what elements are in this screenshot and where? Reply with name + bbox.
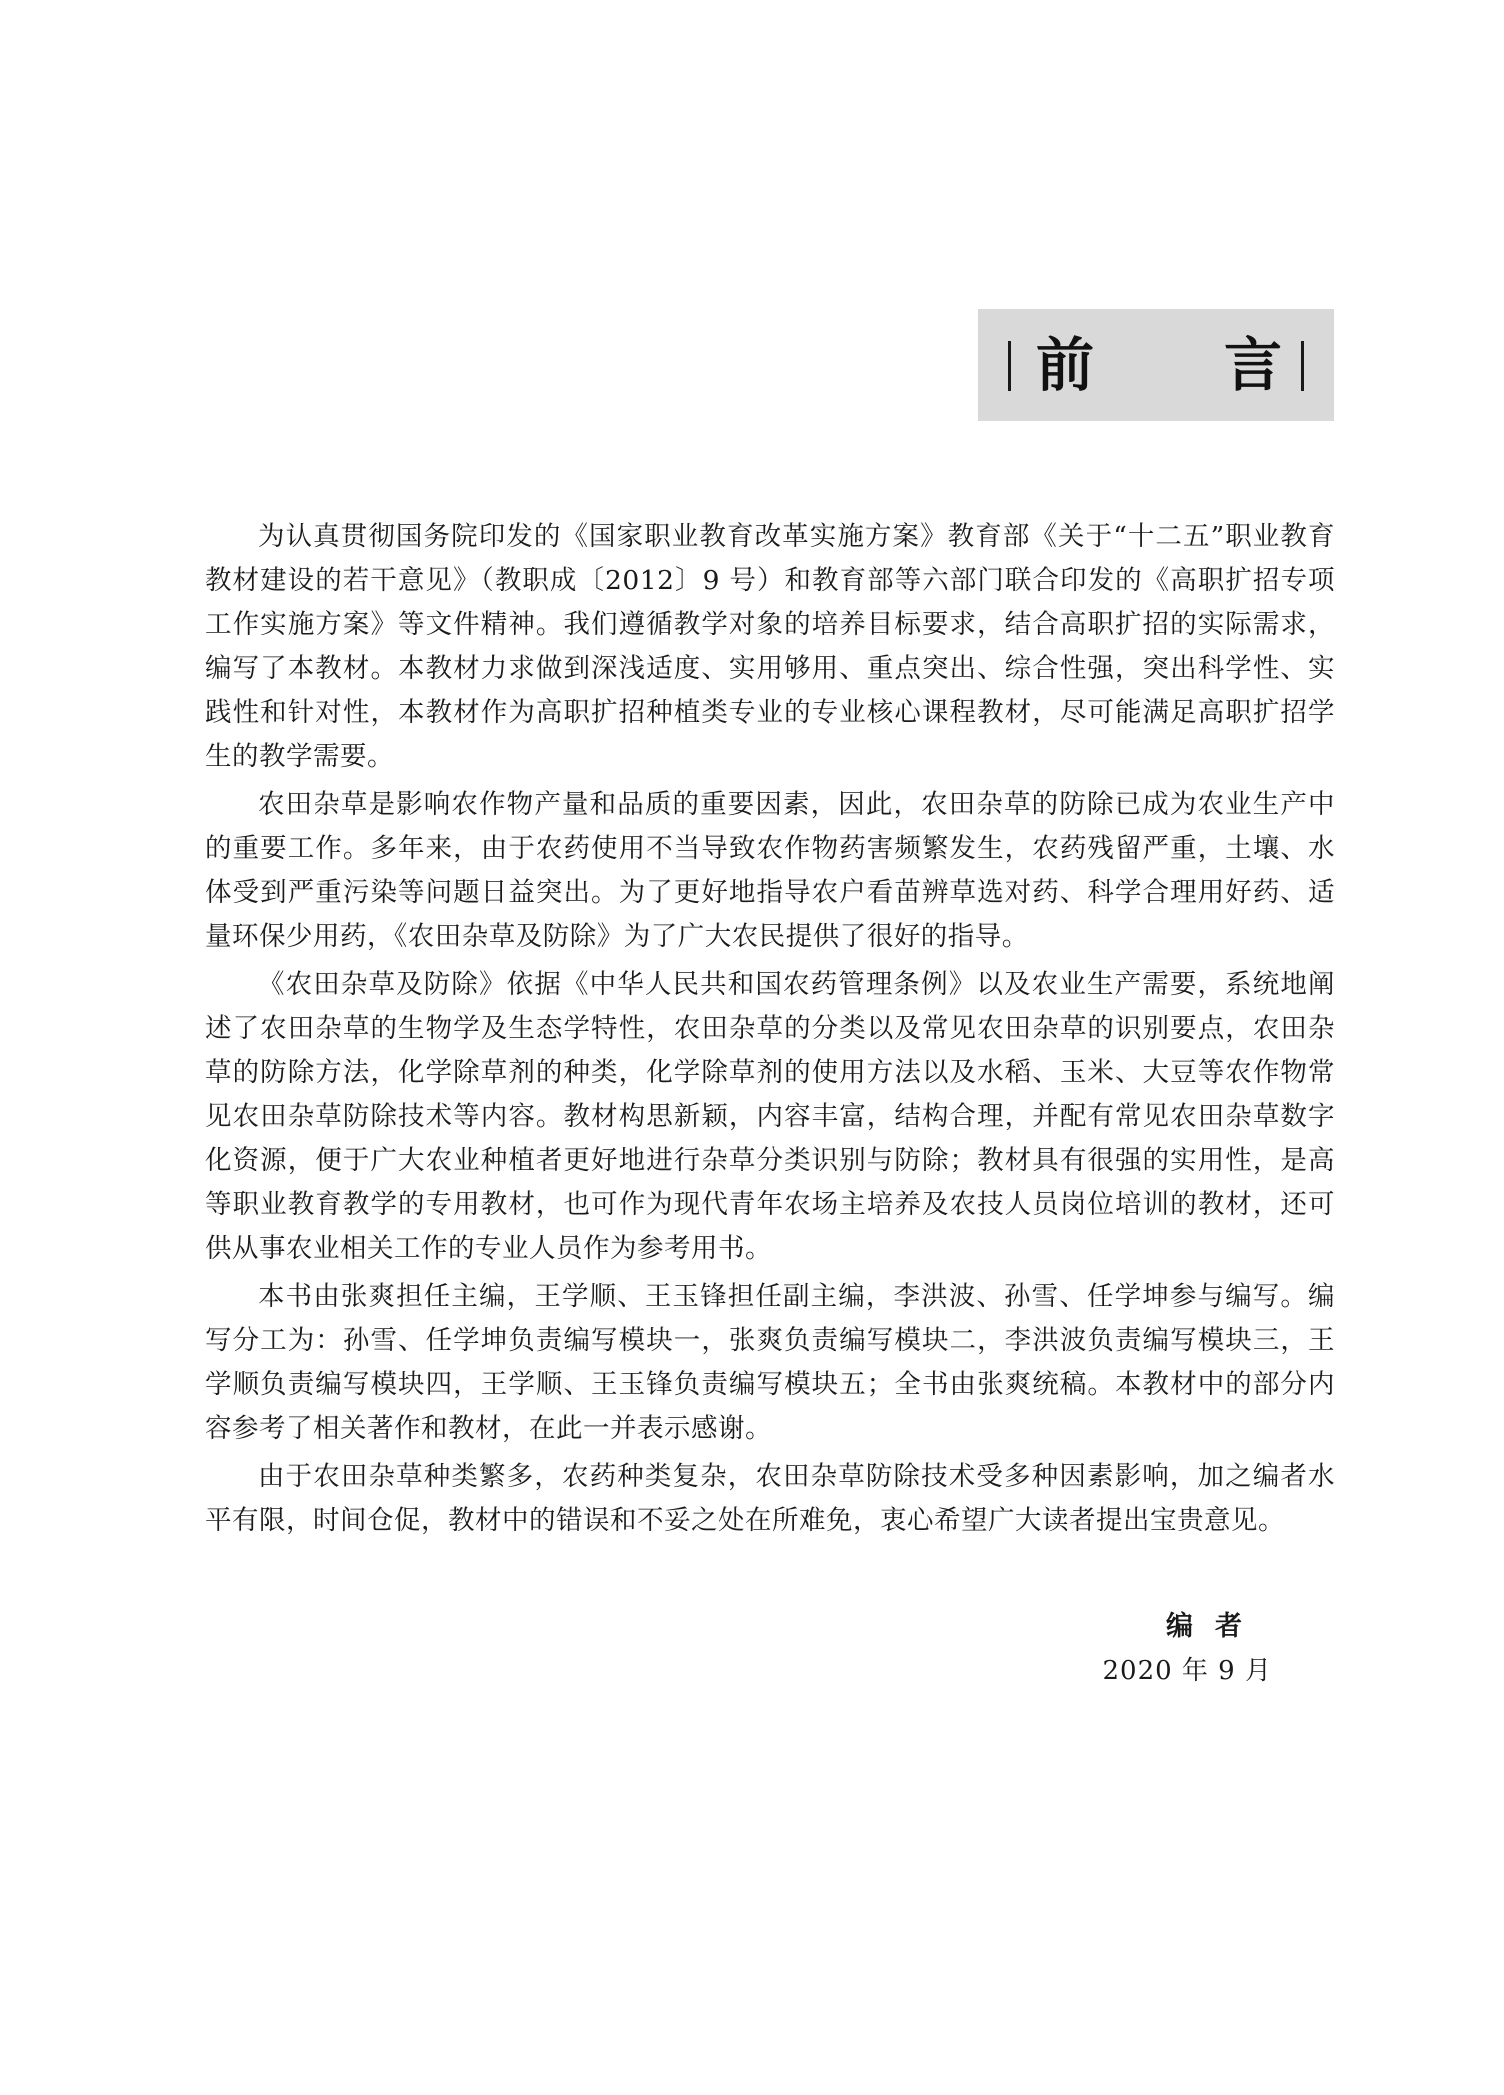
signature-block — [1102, 1605, 1272, 1693]
paragraph-2: 农田杂草是影响农作物产量和品质的重要因素，因此，农田杂草的防除已成为农业生产中的重要工作。多年来，由于农药使用不当导致农作物药害频繁发生，农药残留严重，土壤、水体受到严重污染等问题日益突出。为了更好地指导农户看苗辨草选对药、科学合理用好药、适量环保少用药，《农田杂草及防除》为了广大农民提供了很好的指导。 — [205, 789, 1335, 952]
preface-body — [205, 515, 1335, 1547]
heading-left-bar — [1008, 341, 1011, 391]
heading-char-1: 前 — [1036, 331, 1095, 399]
signature-author: 编者 — [1166, 1611, 1264, 1642]
paragraph-5: 由于农田杂草种类繁多，农药种类复杂，农田杂草防除技术受多种因素影响，加之编者水平有限，时间仓促，教材中的错误和不妥之处在所难免，衷心希望广大读者提出宝贵意见。 — [205, 1461, 1335, 1536]
heading-char-2: 言 — [1223, 331, 1282, 399]
paragraph-3: 《农田杂草及防除》依据《中华人民共和国农药管理条例》以及农业生产需要，系统地阐述了农田杂草的生物学及生态学特性，农田杂草的分类以及常见农田杂草的识别要点，农田杂草的防除方法，化学除草剂的种类，化学除草剂的使用方法以及水稻、玉米、大豆等农作物常见农田杂草防除技术等内容。教材构思新颖，内容丰富，结构合理，并配有常见农田杂草数字化资源，便于广大农业种植者更好地进行杂草分类识别与防除；教材具有很强的实用性，是高等职业教育教学的专用教材，也可作为现代青年农场主培养及农技人员岗位培训的教材，还可供从事农业相关工作的专业人员作为参考用书。 — [205, 969, 1335, 1264]
preface-heading-box — [978, 309, 1334, 421]
paragraph-4: 本书由张爽担任主编，王学顺、王玉锋担任副主编，李洪波、孙雪、任学坤参与编写。编写分工为：孙雪、任学坤负责编写模块一，张爽负责编写模块二，李洪波负责编写模块三，王学顺负责编写模块四，王学顺、王玉锋负责编写模块五；全书由张爽统稿。本教材中的部分内容参考了相关著作和教材，在此一并表示感谢。 — [205, 1281, 1335, 1444]
signature-date: 2020 年 9 月 — [1102, 1656, 1272, 1686]
paragraph-1: 为认真贯彻国务院印发的《国家职业教育改革实施方案》教育部《关于“十二五”职业教育教材建设的若干意见》（教职成〔2012〕9 号）和教育部等六部门联合印发的《高职扩招专项工作实施方案》等文件精神。我们遵循教学对象的培养目标要求，结合高职扩招的实际需求，编写了本教材。本教材力求做到深浅适度、实用够用、重点突出、综合性强，突出科学性、实践性和针对性，本教材作为高职扩招种植类专业的专业核心课程教材，尽可能满足高职扩招学生的教学需要。 — [205, 521, 1335, 772]
heading-right-bar — [1301, 341, 1304, 391]
